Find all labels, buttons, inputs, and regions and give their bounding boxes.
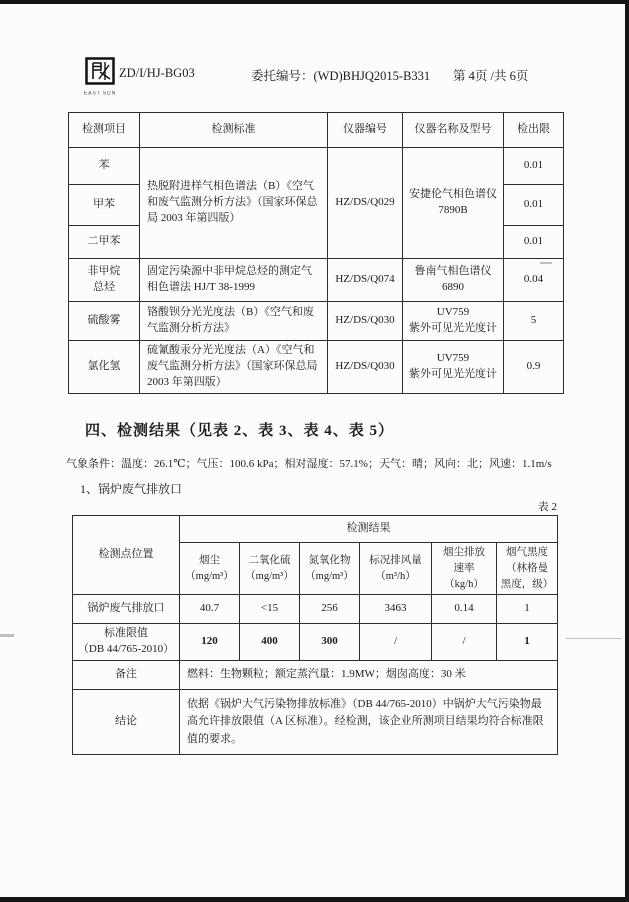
t2-limit-blackness: 1 xyxy=(497,624,558,661)
t1-header-standard: 检测标准 xyxy=(140,113,328,148)
boiler-results-table xyxy=(72,515,558,755)
t2-col-dust: 烟尘 （mg/m³） xyxy=(180,543,240,595)
logo-caption: EAST SUN xyxy=(83,91,117,97)
t1-instrument-no-btx: HZ/DS/Q029 xyxy=(328,148,403,259)
t1-instrument-name-hcl: UV759 紫外可见光光度计 xyxy=(403,341,504,394)
t2-limit-nox: 300 xyxy=(300,624,360,661)
t2-remark-label: 备注 xyxy=(73,661,180,690)
scan-edge-right xyxy=(625,0,629,902)
t2-col-so2: 二氧化硫 （mg/m³） xyxy=(240,543,300,595)
t2-col-flow: 标况排风量 （m³/h） xyxy=(360,543,432,595)
subsection-title: 1、锅炉废气排放口 xyxy=(80,482,183,496)
t2-remark-text: 燃料：生物颗粒；额定蒸汽量：1.9MW；烟囱高度：30 米 xyxy=(180,661,558,690)
t1-limit-sulfuric-mist: 5 xyxy=(504,302,564,341)
section-title: 四、检测结果（见表 2、表 3、表 4、表 5） xyxy=(85,423,395,439)
t1-item-sulfuric-mist: 硫酸雾 xyxy=(69,302,140,341)
t2-limit-dust-rate: / xyxy=(432,624,497,661)
t1-header-item: 检测项目 xyxy=(69,113,140,148)
t1-limit-hcl: 0.9 xyxy=(504,341,564,394)
t2-limit-dust: 120 xyxy=(180,624,240,661)
t1-limit-xylene: 0.01 xyxy=(504,226,564,259)
t2-row-label-outlet: 锅炉废气排放口 xyxy=(73,595,180,624)
t2-conclusion-label: 结论 xyxy=(73,690,180,755)
t1-instrument-no-hcl: HZ/DS/Q030 xyxy=(328,341,403,394)
scan-artifact-dash xyxy=(0,634,14,637)
t2-value-dust: 40.7 xyxy=(180,595,240,624)
t2-col-blackness: 烟气黑度 （林格曼 黑度，级） xyxy=(497,543,558,595)
t1-instrument-name-btx: 安捷伦气相色谱仪 7890B xyxy=(403,148,504,259)
t1-header-instrument-no: 仪器编号 xyxy=(328,113,403,148)
t1-limit-toluene: 0.01 xyxy=(504,185,564,226)
t2-col-dust-rate: 烟尘排放 速率 （kg/h） xyxy=(432,543,497,595)
document-code: ZD/I/HJ-BG03 xyxy=(119,66,195,80)
t2-value-nox: 256 xyxy=(300,595,360,624)
t1-instrument-name-sulfuric-mist: UV759 紫外可见光光度计 xyxy=(403,302,504,341)
detection-method-table xyxy=(68,112,564,394)
t2-value-blackness: 1 xyxy=(497,595,558,624)
scan-artifact-line xyxy=(566,638,622,639)
logo-seal-icon xyxy=(85,57,115,85)
t2-group-header: 检测结果 xyxy=(180,516,558,543)
t2-conclusion-text: 依据《锅炉大气污染物排放标准》（DB 44/765-2010）中锅炉大气污染物最高允许排放限值（A 区标准）。经检测，该企业所测项目结果均符合标准限值的要求。 xyxy=(180,690,558,755)
t2-value-dust-rate: 0.14 xyxy=(432,595,497,624)
t1-item-benzene: 苯 xyxy=(69,148,140,185)
t2-value-flow: 3463 xyxy=(360,595,432,624)
commission-number: 委托编号：(WD)BHJQ2015-B331 xyxy=(251,69,431,83)
table2-label: 表 2 xyxy=(537,501,557,513)
scan-edge-bottom xyxy=(0,897,629,902)
t1-item-xylene: 二甲苯 xyxy=(69,226,140,259)
t1-limit-nmhc: 0.04 xyxy=(504,259,564,302)
t1-item-hcl: 氯化氢 xyxy=(69,341,140,394)
t2-limit-so2: 400 xyxy=(240,624,300,661)
page-number: 第 4页 /共 6页 xyxy=(453,69,529,83)
t1-standard-hcl: 硫氰酸汞分光光度法（A）《空气和废气监测分析方法》（国家环保总局 2003 年第四版） xyxy=(140,341,328,394)
t1-header-limit: 检出限 xyxy=(504,113,564,148)
t2-row-label-limit: 标准限值 （DB 44/765-2010） xyxy=(73,624,180,661)
scan-edge-top xyxy=(0,0,629,4)
company-logo xyxy=(80,57,120,97)
t1-header-instrument-name: 仪器名称及型号 xyxy=(403,113,504,148)
t2-corner-header: 检测点位置 xyxy=(73,516,180,595)
t1-instrument-name-nmhc: 鲁南气相色谱仪 6890 xyxy=(403,259,504,302)
t2-value-so2: <15 xyxy=(240,595,300,624)
t1-standard-nmhc: 固定污染源中非甲烷总烃的测定气相色谱法 HJ/T 38-1999 xyxy=(140,259,328,302)
t2-col-nox: 氮氧化物 （mg/m³） xyxy=(300,543,360,595)
weather-conditions: 气象条件：温度：26.1℃；气压：100.6 kPa；相对湿度：57.1%；天气：晴；风向：北；风速：1.1m/s xyxy=(66,458,552,470)
t1-limit-benzene: 0.01 xyxy=(504,148,564,185)
t1-instrument-no-nmhc: HZ/DS/Q074 xyxy=(328,259,403,302)
t2-limit-flow: / xyxy=(360,624,432,661)
t1-item-nmhc: 非甲烷 总烃 xyxy=(69,259,140,302)
t1-standard-btx: 热脱附进样气相色谱法（B）《空气和废气监测分析方法》（国家环保总局 2003 年第四版） xyxy=(140,148,328,259)
t1-instrument-no-sulfuric-mist: HZ/DS/Q030 xyxy=(328,302,403,341)
t1-item-toluene: 甲苯 xyxy=(69,185,140,226)
t1-standard-sulfuric-mist: 铬酸钡分光光度法（B）《空气和废气监测分析方法》 xyxy=(140,302,328,341)
